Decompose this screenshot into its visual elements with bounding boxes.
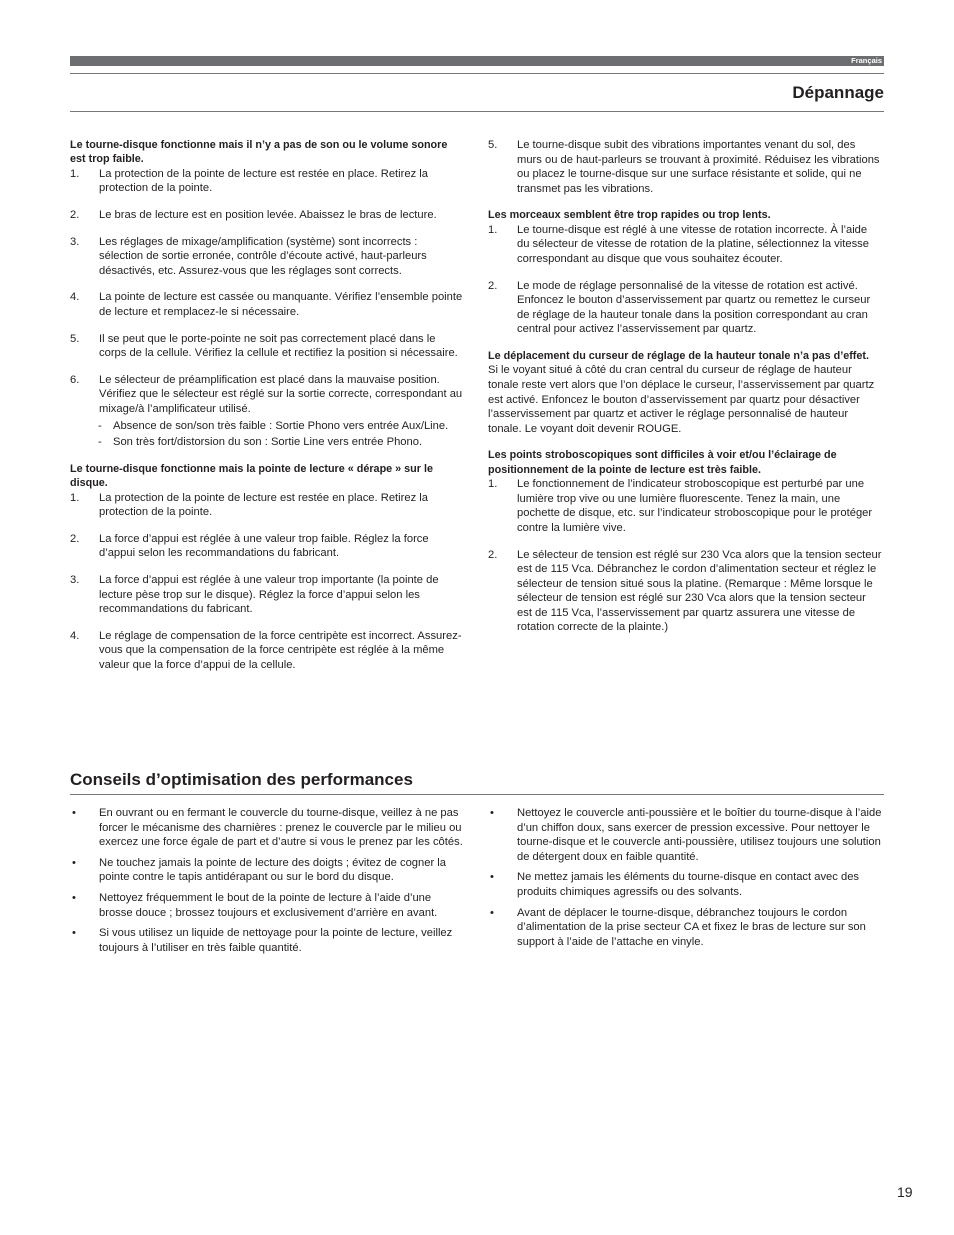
issue-block [70, 462, 464, 673]
issue-heading: Le tourne-disque fonctionne mais il n’y a pas de son ou le volume sonore est trop faible. [70, 139, 448, 166]
list-item [70, 373, 464, 450]
bullet-dot: • [72, 807, 76, 819]
item-text: La protection de la pointe de lecture est restée en place. Retirez la protection de la pointe. [99, 491, 428, 519]
bullet-text: Si vous utilisez un liquide de nettoyage pour la pointe de lecture, veillez toujours à l’utiliser en très faible quantité. [99, 927, 453, 954]
item-text: Il se peut que le porte-pointe ne soit pas correctement placé dans le corps de la cellule. Vérifiez la cellule et rectifiez la position si nécessaire. [99, 332, 458, 360]
item-number: 1. [70, 491, 80, 504]
list-item [70, 290, 464, 319]
bullet-text: Nettoyez le couvercle anti-poussière et le boîtier du tourne-disque à l’aide d’un chiffon doux, sans exercer de pression excessive. Pour nettoyer le tourne-disque et le couvercle anti-poussière, utilisez toujours une solution de détergent doux en faible quantité. [517, 807, 882, 863]
list-item [70, 235, 464, 279]
item-text: La protection de la pointe de lecture est restée en place. Retirez la protection de la pointe. [99, 167, 428, 195]
bullet-text: Ne mettez jamais les éléments du tourne-disque en contact avec des produits chimiques agressifs ou des solvants. [517, 871, 860, 898]
item-number: 3. [70, 573, 80, 586]
item-text: La force d’appui est réglée à une valeur trop faible. Réglez la force d’appui selon les recommandations du fabricant. [99, 532, 429, 560]
bullet-dot: • [72, 891, 76, 904]
bullet-item [70, 806, 464, 850]
page-number: 19 [897, 1184, 913, 1200]
bullet-item [70, 926, 464, 955]
list-item [488, 138, 882, 196]
bullet-item [70, 856, 464, 885]
bullet-text: En ouvrant ou en fermant le couvercle du tourne-disque, veillez à ne pas forcer le mécanisme des charnières : prenez le couvercle par le milieu ou exercez une force égale de part et d’autre si vous le prenez par les côtés. [99, 807, 463, 849]
list-item [488, 477, 882, 535]
issue-block [70, 138, 464, 450]
item-number: 2. [488, 548, 498, 561]
bullet-text: Nettoyez fréquemment le bout de la pointe de lecture à l’aide d’une brosse douce ; brossez toujours et exclusivement d’arrière en avant. [99, 891, 438, 919]
issue-block [488, 349, 882, 436]
bullet-dot: • [72, 927, 76, 940]
item-text: Le bras de lecture est en position levée. Abaissez le bras de lecture. [99, 209, 437, 221]
issue-paragraph: Si le voyant situé à côté du cran central du curseur de réglage de hauteur tonale reste vert alors que l’on déplace le curseur, l’asservissement par quartz est activé. Enfoncez le bouton d’asservissement par quartz pour désactiver l’asservissement par quartz et activer le réglage personnalisé de hauteur tonale. Le voyant doit devenir ROUGE. [488, 364, 875, 435]
issue-block [488, 208, 882, 337]
sub-item-text: Son très fort/distorsion du son : Sortie Line vers entrée Phono. [113, 436, 423, 449]
bullet-item [70, 891, 464, 920]
issue-block [488, 448, 882, 635]
sub-item-dash: - [98, 436, 102, 449]
item-body [99, 373, 464, 450]
issue-heading: Le tourne-disque fonctionne mais la pointe de lecture « dérape » sur le disque. [70, 462, 433, 490]
bullet-dot: • [72, 856, 76, 869]
language-tab: Français [851, 56, 882, 65]
item-number: 1. [488, 478, 498, 491]
header-divider [70, 73, 884, 74]
bullet-dot: • [490, 906, 494, 919]
sub-item-text: Absence de son/son très faible : Sortie Phono vers entrée Aux/Line. [113, 419, 449, 432]
list-item [488, 548, 882, 636]
item-number: 6. [70, 373, 80, 386]
item-text: Les réglages de mixage/amplification (système) sont incorrects : sélection de sortie erronée, contrôle d’écoute activé, haut-parleurs désactivés, etc. Assurez-vous que les réglages sont corrects. [99, 235, 427, 277]
bullet-item [488, 906, 882, 950]
list-item [488, 223, 882, 267]
sub-item [98, 435, 464, 450]
item-number: 3. [70, 235, 80, 248]
issue-block [488, 138, 882, 196]
list-item [70, 573, 464, 617]
item-number: 2. [70, 209, 80, 221]
item-number: 5. [70, 332, 80, 345]
item-text: Le tourne-disque subit des vibrations importantes venant du sol, des murs ou de haut-parleurs se trouvant à proximité. Réduisez les vibrations ou placez le tourne-disque sur une surface résistante et solide, qui ne transmet pas les vibrations. [517, 139, 880, 195]
list-item [70, 167, 464, 196]
item-number: 4. [70, 629, 80, 642]
item-number: 4. [70, 291, 80, 304]
list-item [70, 332, 464, 361]
tips-title-rule [70, 794, 884, 795]
item-number: 1. [70, 167, 80, 180]
list-item [70, 629, 464, 673]
section-title-tips: Conseils d’optimisation des performances [70, 770, 413, 789]
item-number: 2. [488, 279, 498, 292]
item-number: 1. [488, 223, 498, 236]
bullet-text: Avant de déplacer le tourne-disque, débranchez toujours le cordon d’alimentation de la prise secteur CA et fixez le bras de lecture sur son support à l’aide de l’attache en vinyle. [517, 906, 866, 948]
section-title-rule [70, 111, 884, 112]
section-title-troubleshooting: Dépannage [792, 83, 884, 102]
bullet-item [488, 870, 882, 899]
list-item [70, 208, 464, 223]
item-text: Le fonctionnement de l’indicateur stroboscopique est perturbé par une lumière trop vive ou une lumière fluorescente. Tenez la main, une pochette de disque, etc. sur l’indicateur stroboscopique pour le protéger contre la lumière vive. [517, 478, 873, 534]
tips-right-column [488, 806, 882, 955]
list-item [70, 532, 464, 561]
item-text: Le tourne-disque est réglé à une vitesse de rotation incorrecte. À l’aide du sélecteur de vitesse de rotation de la platine, sélectionnez la vitesse correspondant au disque que vous souhaitez écouter. [517, 223, 869, 265]
issue-heading: Les points stroboscopiques sont difficiles à voir et/ou l’éclairage de positionnement de la pointe de lecture est très faible. [488, 449, 837, 476]
header-bar [70, 56, 884, 66]
bullet-dot: • [490, 871, 494, 884]
bullet-item [488, 806, 882, 864]
bullet-dot: • [490, 807, 494, 819]
sub-item-dash: - [98, 419, 102, 432]
item-number: 2. [70, 532, 80, 545]
bullet-text: Ne touchez jamais la pointe de lecture des doigts ; évitez de cogner la pointe contre le tapis antidérapant ou sur le bord du disque. [99, 856, 447, 884]
item-text: Le sélecteur de tension est réglé sur 230 Vca alors que la tension secteur est de 115 Vca. Débranchez le cordon d’alimentation secteur et réglez le sélecteur de tension situé sous la platine. (Remarque : Même lorsque le sélecteur de tension est réglé sur 230 Vca alors que la tension secteur est de 115 Vca, l’asservissement par quartz assurera une vitesse de rotation correcte de la plainte.) [517, 548, 882, 634]
troubleshooting-left-column [70, 138, 464, 684]
troubleshooting-right-column [488, 138, 882, 647]
issue-heading: Les morceaux semblent être trop rapides ou trop lents. [488, 209, 771, 222]
sub-item [98, 419, 464, 434]
tips-left-column [70, 806, 464, 961]
item-text: Le sélecteur de préamplification est placé dans la mauvaise position. Vérifiez que le sélecteur est réglé sur la sortie correcte, correspondant au mixage/à l’amplificateur utilisé. [99, 373, 463, 415]
item-text: Le réglage de compensation de la force centripète est incorrect. Assurez-vous que la compensation de la force centripète est réglée à la même valeur que la force d’appui de la cellule. [99, 629, 462, 671]
list-item [70, 491, 464, 520]
list-item [488, 279, 882, 337]
item-text: Le mode de réglage personnalisé de la vitesse de rotation est activé. Enfoncez le bouton d’asservissement par quartz ou remettez le curseur de réglage de la hauteur tonale dans la position correspondant au cran central pour activez l’asservissement par quartz. [517, 279, 871, 336]
issue-heading: Le déplacement du curseur de réglage de la hauteur tonale n’a pas d’effet. [488, 349, 869, 362]
item-text: La pointe de lecture est cassée ou manquante. Vérifiez l’ensemble pointe de lecture et remplacez-le si nécessaire. [99, 291, 463, 318]
item-text: La force d’appui est réglée à une valeur trop importante (la pointe de lecture pèse trop sur le disque). Réglez la force d’appui selon les recommandations du fabricant. [99, 573, 439, 616]
item-number: 5. [488, 139, 498, 151]
